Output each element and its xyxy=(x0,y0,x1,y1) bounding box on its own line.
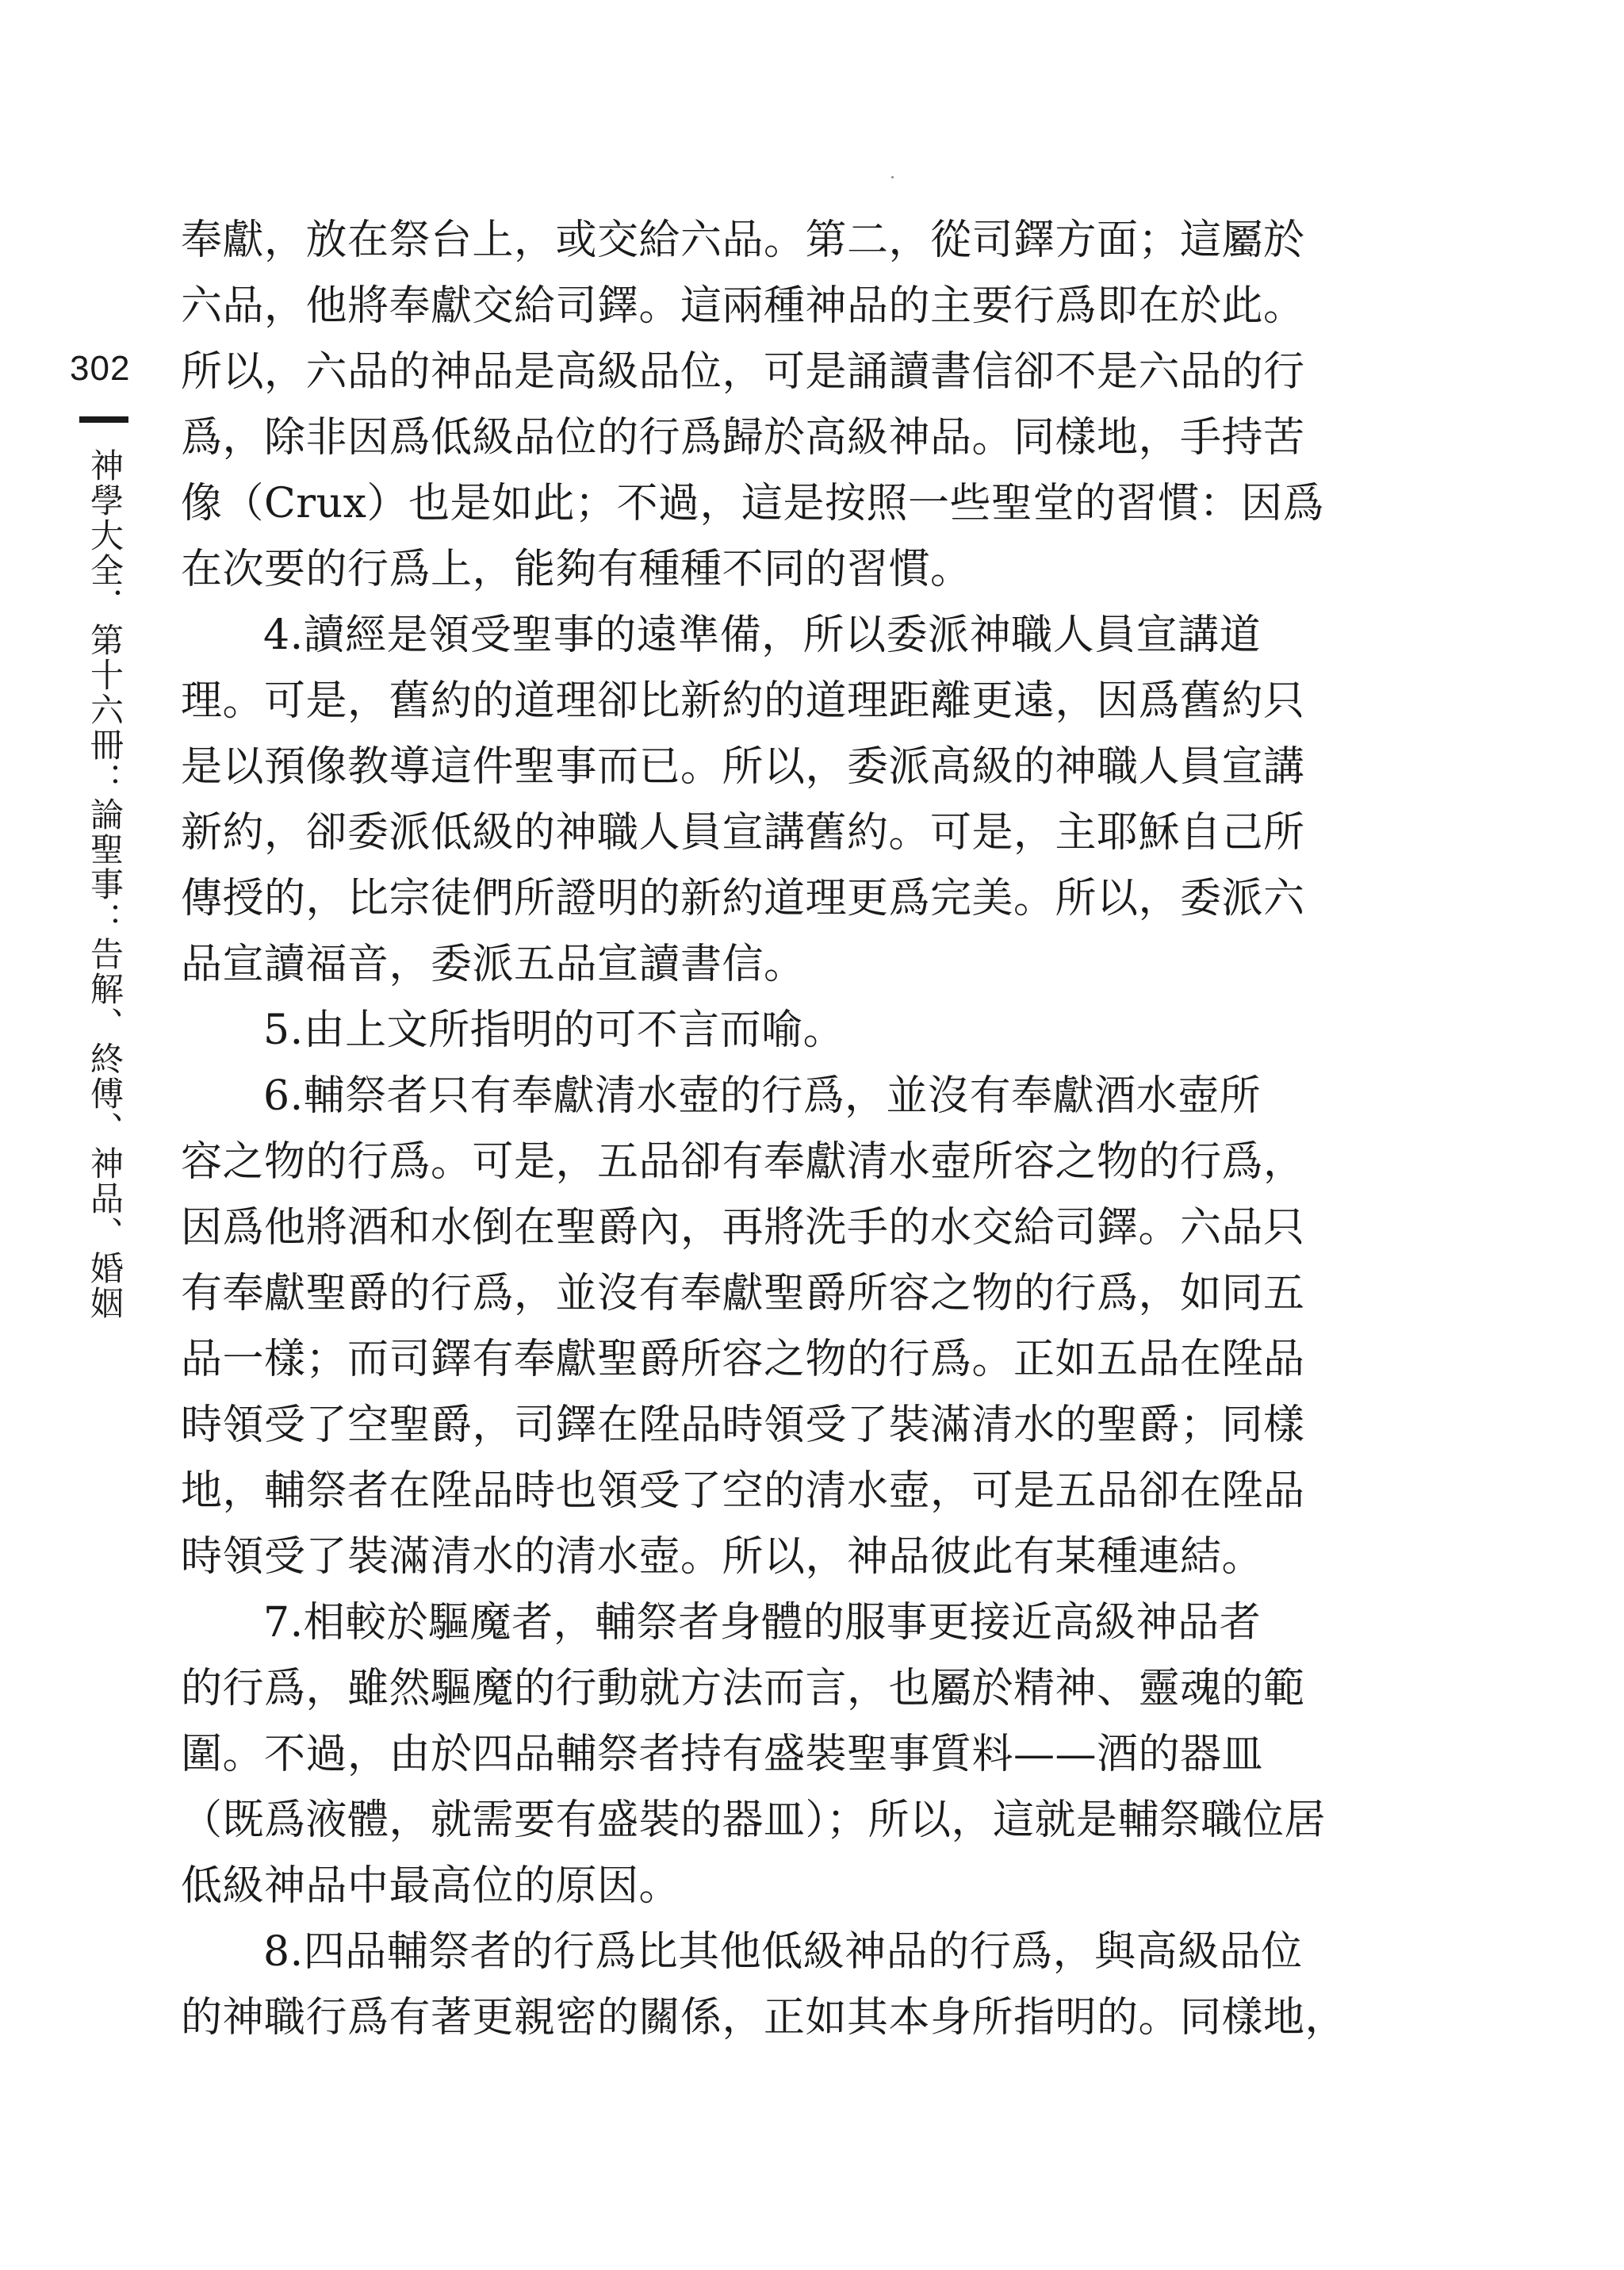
text-line: 品宣讀福音，委派五品宣讀書信。 xyxy=(181,941,806,988)
side-rule xyxy=(79,416,128,423)
text-line: 容之物的行爲。可是，五品卻有奉獻清水壺所容之物的行爲， xyxy=(181,1138,1305,1186)
text-line: 奉獻，放在祭台上，或交給六品。第二，從司鐸方面；這屬於 xyxy=(181,217,1305,264)
text-line: 新約，卻委派低級的神職人員宣講舊約。可是，主耶穌自己所 xyxy=(181,809,1305,857)
text-line: 因爲他將酒和水倒在聖爵內，再將洗手的水交給司鐸。六品只 xyxy=(181,1204,1305,1252)
text-line: 傳授的，比宗徒們所證明的新約道理更爲完美。所以，委派六 xyxy=(181,875,1305,922)
text-line: 爲，除非因爲低級品位的行爲歸於高級神品。同樣地，手持苦 xyxy=(181,414,1305,462)
page-number: 302 xyxy=(70,349,131,388)
text-line: 圍。不過，由於四品輔祭者持有盛裝聖事質料——酒的器皿 xyxy=(181,1731,1264,1778)
text-line: 有奉獻聖爵的行爲，並沒有奉獻聖爵所容之物的行爲，如同五 xyxy=(181,1270,1305,1317)
text-line: 時領受了空聖爵，司鐸在陞品時領受了裝滿清水的聖爵；同樣 xyxy=(181,1401,1305,1449)
text-line: 地，輔祭者在陞品時也領受了空的清水壺，可是五品卻在陞品 xyxy=(181,1467,1305,1515)
text-line: 的行爲，雖然驅魔的行動就方法而言，也屬於精神、靈魂的範 xyxy=(181,1665,1305,1712)
text-line: 六品，他將奉獻交給司鐸。這兩種神品的主要行爲即在於此。 xyxy=(181,282,1305,330)
text-line: 是以預像教導這件聖事而已。所以，委派高級的神職人員宣講 xyxy=(181,743,1305,791)
text-line: 所以，六品的神品是高級品位，可是誦讀書信卻不是六品的行 xyxy=(181,348,1305,396)
body-text xyxy=(181,208,1347,2051)
text-line: 低級神品中最高位的原因。 xyxy=(181,1862,681,1910)
text-line: 時領受了裝滿清水的清水壺。所以，神品彼此有某種連結。 xyxy=(181,1533,1264,1581)
text-line: 像（Crux）也是如此；不過，這是按照一些聖堂的習慣：因爲 xyxy=(181,480,1324,527)
text-line: 的神職行爲有著更親密的關係，正如其本身所指明的。同樣地， xyxy=(181,1994,1347,2042)
text-line: 8.四品輔祭者的行爲比其他低級神品的行爲，與高級品位 xyxy=(263,1928,1303,1976)
text-line: 4.讀經是領受聖事的遠準備，所以委派神職人員宣講道 xyxy=(263,612,1262,659)
text-line: 5.由上文所指明的可不言而喻。 xyxy=(263,1007,845,1054)
text-line: 在次要的行爲上，能夠有種種不同的習慣。 xyxy=(181,546,972,593)
text-line: 6.輔祭者只有奉獻清水壺的行爲，並沒有奉獻酒水壺所 xyxy=(263,1072,1262,1120)
text-line: （既爲液體，就需要有盛裝的器皿）；所以，這就是輔祭職位居 xyxy=(181,1796,1327,1844)
text-line: 7.相較於驅魔者，輔祭者身體的服事更接近高級神品者 xyxy=(263,1599,1262,1647)
text-line: 理。可是，舊約的道理卻比新約的道理距離更遠，因爲舊約只 xyxy=(181,677,1305,725)
text-line: 品一樣；而司鐸有奉獻聖爵所容之物的行爲。正如五品在陞品 xyxy=(181,1336,1305,1383)
running-title: 神學大全．第十六冊：論聖事：告解、終傅、神品、婚姻 xyxy=(86,448,124,1321)
scan-speck xyxy=(891,176,894,178)
